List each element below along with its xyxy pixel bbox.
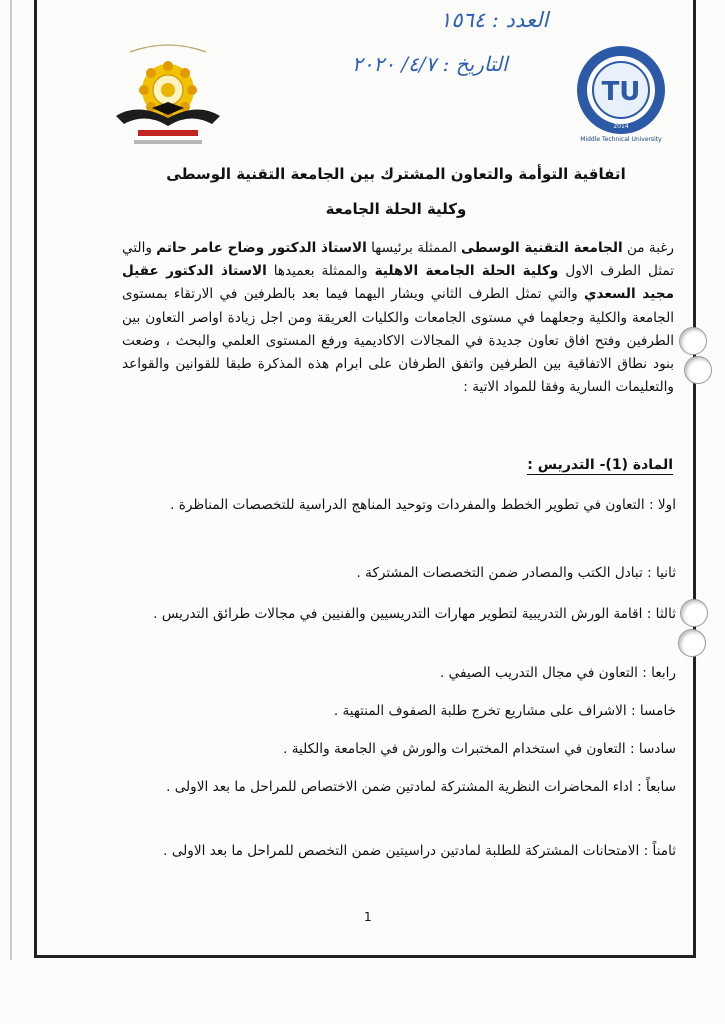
preamble-text: والتي تمثل الطرف الاول bbox=[122, 240, 674, 280]
preamble-paragraph bbox=[122, 237, 674, 399]
hilla-college-logo bbox=[108, 38, 228, 156]
preamble-text: رغبة من bbox=[622, 240, 674, 256]
article-item: خامسا : الاشراف على مشاريع تخرج طلبة الصفوف المنتهية . bbox=[333, 703, 676, 719]
punch-hole bbox=[680, 599, 708, 627]
preamble-text: والتي تمثل الطرف الثاني ويشار اليهما فيما بعد بالطرفين في الارتقاء بمستوى الجامعة والكلية وجعلهما في مستوى الجامعات والكليات العريقة ومن اجل زيادة اواصر التعاون بين الطرفين وفتح افاق تعاون جديدة في المجالات الاكاديمية ورفع المستوى العلمي والبحث ، وضعت بنود نطاق الاتفاقية بين الطرفين واتفق الطرفان على ابرام هذه المذكرة طبقا للقوانين والقواعد والتعليمات السارية وفقا للمواد الاتية : bbox=[122, 286, 674, 396]
first-party-name: الجامعة التقنية الوسطى bbox=[461, 240, 623, 256]
agreement-title: اتفاقية التوأمة والتعاون المشترك بين الجامعة التقنية الوسطى bbox=[166, 165, 626, 183]
first-party-president: الاستاذ الدكتور وضاح عامر حاتم bbox=[156, 240, 367, 256]
stamp-number: العدد : ١٥٦٤ bbox=[440, 8, 549, 32]
article-item: اولا : التعاون في تطوير الخطط والمفردات وتوحيد المناهج الدراسية للتخصصات المناظرة . bbox=[170, 497, 676, 513]
second-party-name: وكلية الحلة الجامعة الاهلية bbox=[374, 263, 559, 280]
article-item: رابعا : التعاون في مجال التدريب الصيفي . bbox=[439, 665, 676, 681]
mtu-logo-year: 2014 bbox=[613, 123, 629, 130]
article-1-heading: المادة (1)- التدريس : bbox=[527, 457, 673, 473]
mtu-logo-letters: TU bbox=[601, 77, 641, 107]
stamp-date: التاريخ : ٤/٧/ ٢٠٢٠ bbox=[352, 52, 508, 76]
punch-hole bbox=[679, 327, 707, 355]
page-number: 1 bbox=[364, 910, 372, 924]
article-item: ثالثا : اقامة الورش التدريبية لتطوير مهارات التدريسيين والفنيين في مجالات طرائق التدريس . bbox=[153, 606, 676, 622]
punch-hole bbox=[678, 629, 706, 657]
article-item: ثانيا : تبادل الكتب والمصادر ضمن التخصصات المشتركة . bbox=[356, 565, 676, 581]
agreement-subtitle: وكلية الحلة الجامعة bbox=[325, 200, 467, 218]
page-edge bbox=[10, 0, 12, 960]
article-item: سابعاً : اداء المحاضرات النظرية المشتركة لمادتين ضمن الاختصاص للمراحل ما بعد الاولى . bbox=[166, 779, 676, 795]
mtu-logo bbox=[572, 40, 670, 144]
mtu-logo-caption: Middle Technical University bbox=[580, 136, 662, 143]
preamble-text: والممثلة بعميدها bbox=[266, 263, 375, 280]
preamble-text: الممثلة برئيسها bbox=[366, 240, 462, 256]
punch-hole bbox=[684, 356, 712, 384]
article-item: سادسا : التعاون في استخدام المختبرات والورش في الجامعة والكلية . bbox=[283, 741, 676, 757]
article-item: ثامناً : الامتحانات المشتركة للطلبة لمادتين دراسيتين ضمن التخصص للمراحل ما بعد الاولى . bbox=[163, 843, 676, 859]
second-party-dean: الاستاذ الدكتور عقيل مجيد السعدي bbox=[122, 263, 674, 303]
